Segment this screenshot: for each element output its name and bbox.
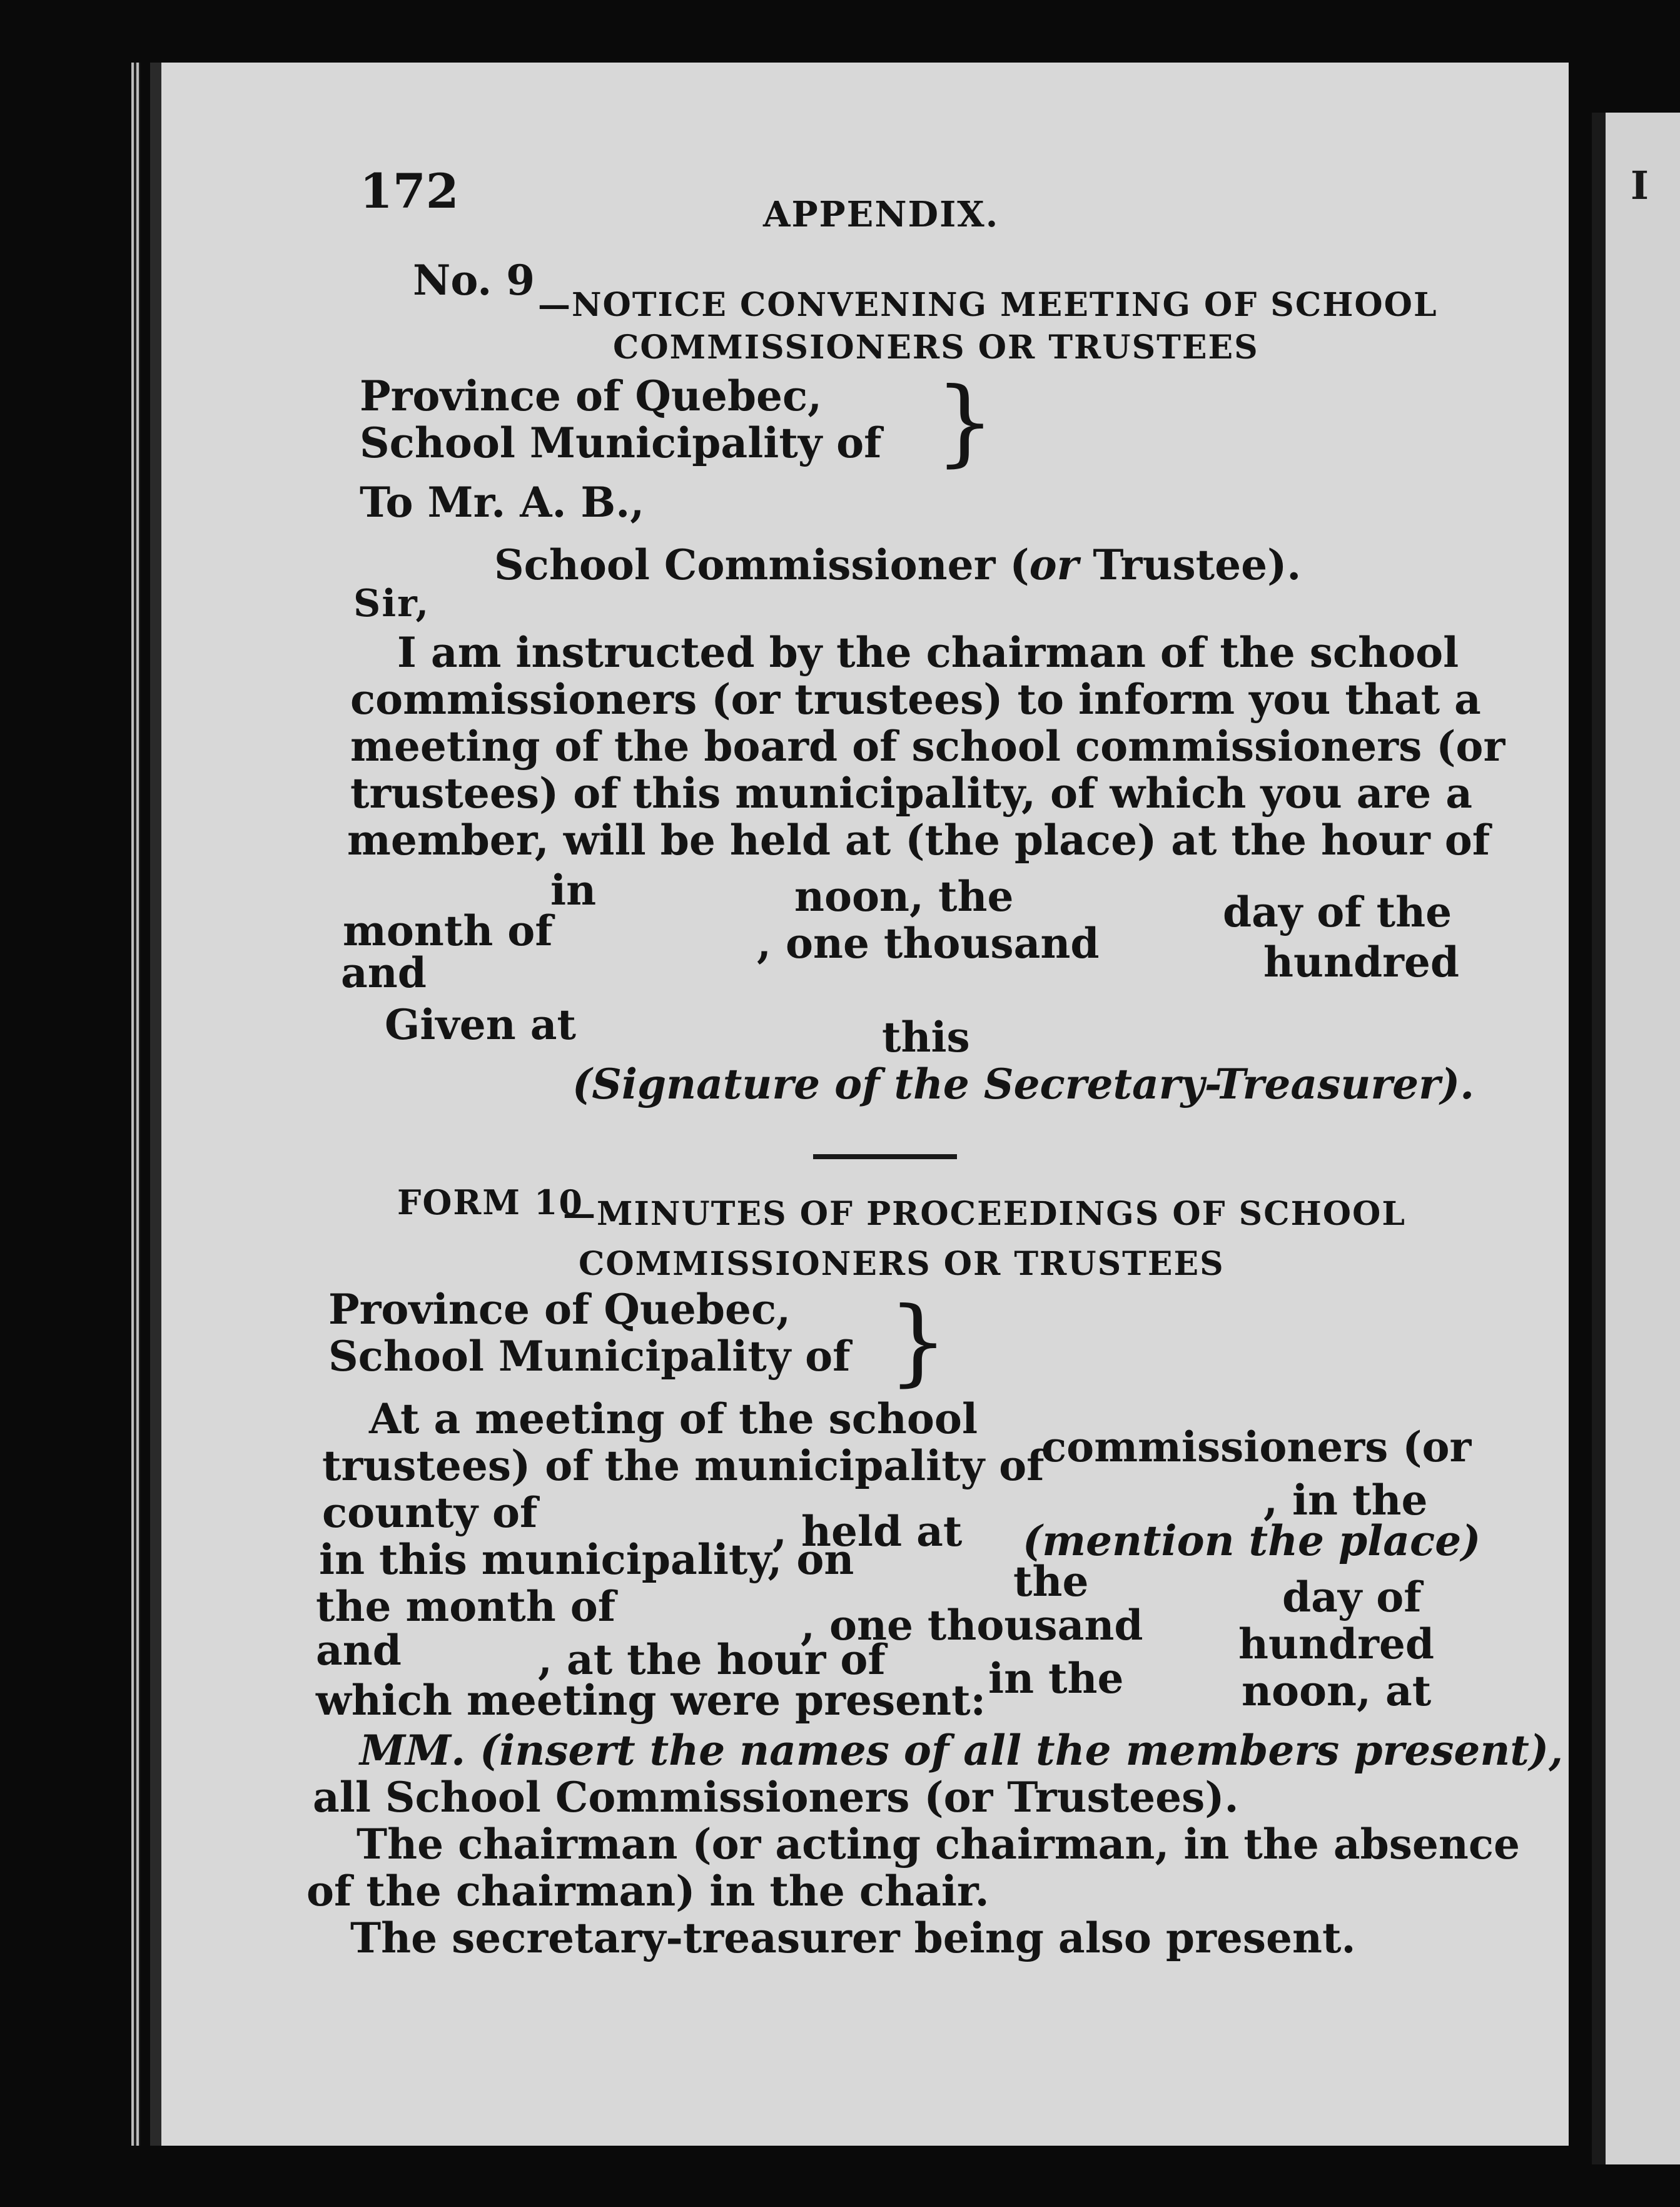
form9-fill-thousand: , one thousand: [757, 919, 1100, 968]
form10-line: in the: [988, 1654, 1124, 1703]
form9-brace: }: [935, 368, 995, 477]
form9-this: this: [882, 1013, 970, 1062]
form9-body-line: meeting of the board of school commissioners (or: [350, 722, 1505, 771]
form10-line: and: [316, 1626, 402, 1675]
form9-body-line: I am instructed by the chairman of the school: [397, 628, 1459, 677]
form9-body-line: commissioners (or trustees) to inform you that a: [350, 675, 1481, 724]
form9-province: Province of Quebec,: [360, 372, 822, 420]
form10-heading-number: FORM 10: [397, 1182, 584, 1222]
form9-addressee: To Mr. A. B.,: [360, 478, 645, 527]
running-head: APPENDIX.: [763, 194, 999, 235]
form10-line: MM. (insert the names of all the members present),: [360, 1726, 1564, 1775]
form10-line: , one thousand: [801, 1601, 1143, 1650]
form10-line: in this municipality, on: [319, 1535, 854, 1584]
form10-line: the: [1013, 1557, 1089, 1606]
section-divider: [813, 1154, 957, 1159]
form10-municipality: School Municipality of: [328, 1332, 851, 1381]
form10-line: (mention the place): [1023, 1516, 1481, 1565]
form10-line: trustees) of the municipality of: [322, 1441, 1045, 1490]
form10-heading-line2: COMMISSIONERS OR TRUSTEES: [579, 1245, 1225, 1283]
form9-fill-hundred: hundred: [1263, 938, 1460, 987]
form10-line: hundred: [1238, 1620, 1435, 1668]
form10-line: commissioners (or: [1041, 1423, 1472, 1471]
form10-line: which meeting were present:: [316, 1676, 986, 1725]
form9-signature: (Signature of the Secretary-Treasurer).: [572, 1060, 1475, 1109]
form10-line: all School Commissioners (or Trustees).: [313, 1773, 1239, 1822]
form9-given-at: Given at: [385, 1000, 576, 1049]
form10-heading-line1: —MINUTES OF PROCEEDINGS OF SCHOOL: [563, 1195, 1406, 1233]
form10-line: At a meeting of the school: [369, 1394, 978, 1443]
form10-province: Province of Quebec,: [328, 1285, 791, 1334]
form9-fill-and: and: [341, 948, 427, 997]
form10-line: county of: [322, 1488, 538, 1537]
form10-line: The chairman (or acting chairman, in the absence: [357, 1820, 1521, 1869]
form9-fill-day: day of the: [1223, 888, 1452, 936]
form9-role: School Commissioner (or Trustee).: [494, 540, 1302, 589]
form10-line: The secretary-treasurer being also present.: [350, 1914, 1356, 1962]
form10-line: of the chairman) in the chair.: [306, 1867, 989, 1915]
page-number: 172: [360, 163, 459, 219]
form10-line: , at the hour of: [538, 1635, 886, 1684]
form10-line: noon, at: [1242, 1667, 1432, 1715]
form9-municipality: School Municipality of: [360, 419, 882, 467]
form10-brace: }: [888, 1287, 948, 1396]
form9-heading-number: No. 9: [413, 256, 535, 305]
form9-fill-noon: noon, the: [794, 872, 1014, 921]
form10-line: , held at: [772, 1507, 963, 1556]
form9-salutation: Sir,: [353, 582, 430, 626]
adjacent-page-edge: I: [1592, 113, 1680, 2164]
form9-body-line: trustees) of this municipality, of which you are a: [350, 769, 1472, 818]
form9-fill-month: month of: [343, 906, 553, 955]
form9-body-line: member, will be held at (the place) at the hour of: [347, 816, 1490, 865]
form10-line: day of: [1282, 1573, 1422, 1621]
form9-heading-line1: —NOTICE CONVENING MEETING OF SCHOOL: [538, 286, 1438, 324]
form9-heading-line2: COMMISSIONERS OR TRUSTEES: [613, 328, 1259, 367]
form9-fill-in: in: [550, 866, 597, 915]
form10-line: the month of: [316, 1582, 616, 1631]
form10-line: , in the: [1263, 1476, 1428, 1525]
